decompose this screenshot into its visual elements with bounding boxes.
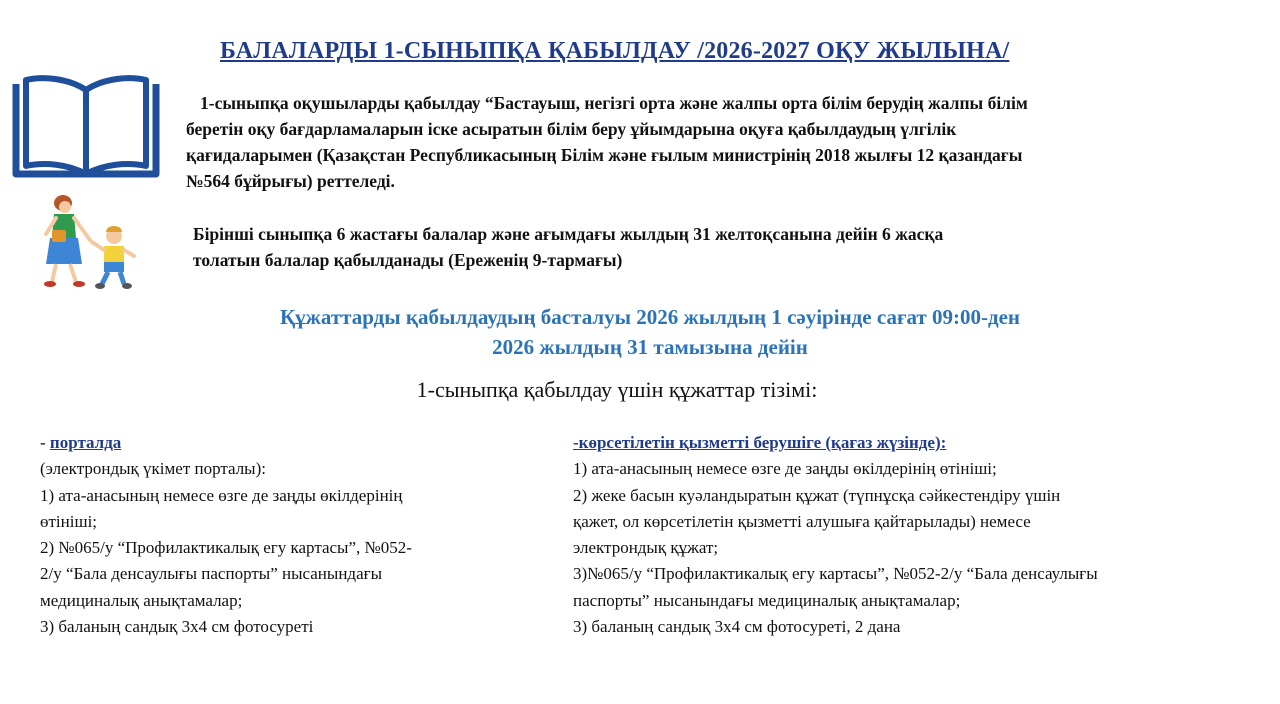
list-item: 2/у “Бала денсаулығы паспорты” нысанындағы xyxy=(40,564,383,584)
open-book-icon xyxy=(12,70,160,182)
rule-line: Бірінші сыныпқа 6 жастағы балалар және ағымдағы жылдың 31 желтоқсанына дейін 6 жасқа xyxy=(193,224,944,244)
list-item: 3)№065/у “Профилактикалық егу картасы”, №052-2/у “Бала денсаулығы xyxy=(573,564,1098,584)
documents-heading: 1-сыныпқа қабылдау үшін құжаттар тізімі: xyxy=(416,377,818,402)
list-item: қажет, ол көрсетілетін қызметті алушыға қайтарылады) немесе xyxy=(573,511,1031,531)
list-item: медициналық анықтамалар; xyxy=(40,590,243,610)
provider-heading: -көрсетілетін қызметті берушіге (қағаз жүзінде): xyxy=(573,433,947,452)
portal-documents-list xyxy=(40,430,530,640)
rule-line: толатын балалар қабылданады (Ереженің 9-тармағы) xyxy=(193,250,623,270)
list-item: 1) ата-анасының немесе өзге де заңды өкілдерінің xyxy=(40,485,403,505)
list-item: өтініші; xyxy=(40,511,98,531)
intro-paragraph xyxy=(186,90,1246,194)
list-item: электрондық құжат; xyxy=(573,538,719,558)
list-item: 3) баланың сандық 3х4 см фотосуреті xyxy=(40,617,314,637)
list-item: 1) ата-анасының немесе өзге де заңды өкілдерінің өтініші; xyxy=(573,459,997,479)
period-line-2: 2026 жылдың 31 тамызына дейін xyxy=(492,335,808,359)
intro-line: 1-сыныпқа оқушыларды қабылдау “Бастауыш, негізгі орта және жалпы орта білім берудің жалпы білім xyxy=(200,93,1028,113)
period-line-1: Құжаттарды қабылдаудың басталуы 2026 жылдың 1 сәуірінде сағат 09:00-ден xyxy=(279,305,1021,329)
list-item: 2) жеке басын куәландыратын құжат (түпнұсқа сәйкестендіру үшін xyxy=(573,485,1061,505)
intro-line: №564 бұйрығы) реттеледі. xyxy=(186,171,395,191)
acceptance-period xyxy=(100,302,1200,362)
portal-prefix: - xyxy=(40,433,50,452)
age-rule-paragraph xyxy=(193,221,1193,273)
list-item: (электрондық үкімет порталы): xyxy=(40,459,266,479)
list-item: 2) №065/у “Профилактикалық егу картасы”, №052- xyxy=(40,538,412,558)
page-title: БАЛАЛАРДЫ 1-СЫНЫПҚА ҚАБЫЛДАУ /2026-2027 ОҚУ ЖЫЛЫНА/ xyxy=(220,38,1010,64)
list-item: паспорты” нысанындағы медициналық анықтамалар; xyxy=(573,590,961,610)
provider-documents-list xyxy=(573,430,1253,640)
portal-heading: порталда xyxy=(49,433,122,452)
intro-line: беретін оқу бағдарламаларын іске асыратын білім беру ұйымдарына оқуға қабылдаудың үлгілік xyxy=(186,119,957,139)
intro-line: қағидаларымен (Қазақстан Республикасының Білім және ғылым министрінің 2018 жылғы 12 қазандағы xyxy=(186,145,1023,165)
list-item: 3) баланың сандық 3х4 см фотосуреті, 2 дана xyxy=(573,617,901,637)
portal-heading-line xyxy=(40,430,530,456)
parent-child-icon xyxy=(38,194,142,290)
